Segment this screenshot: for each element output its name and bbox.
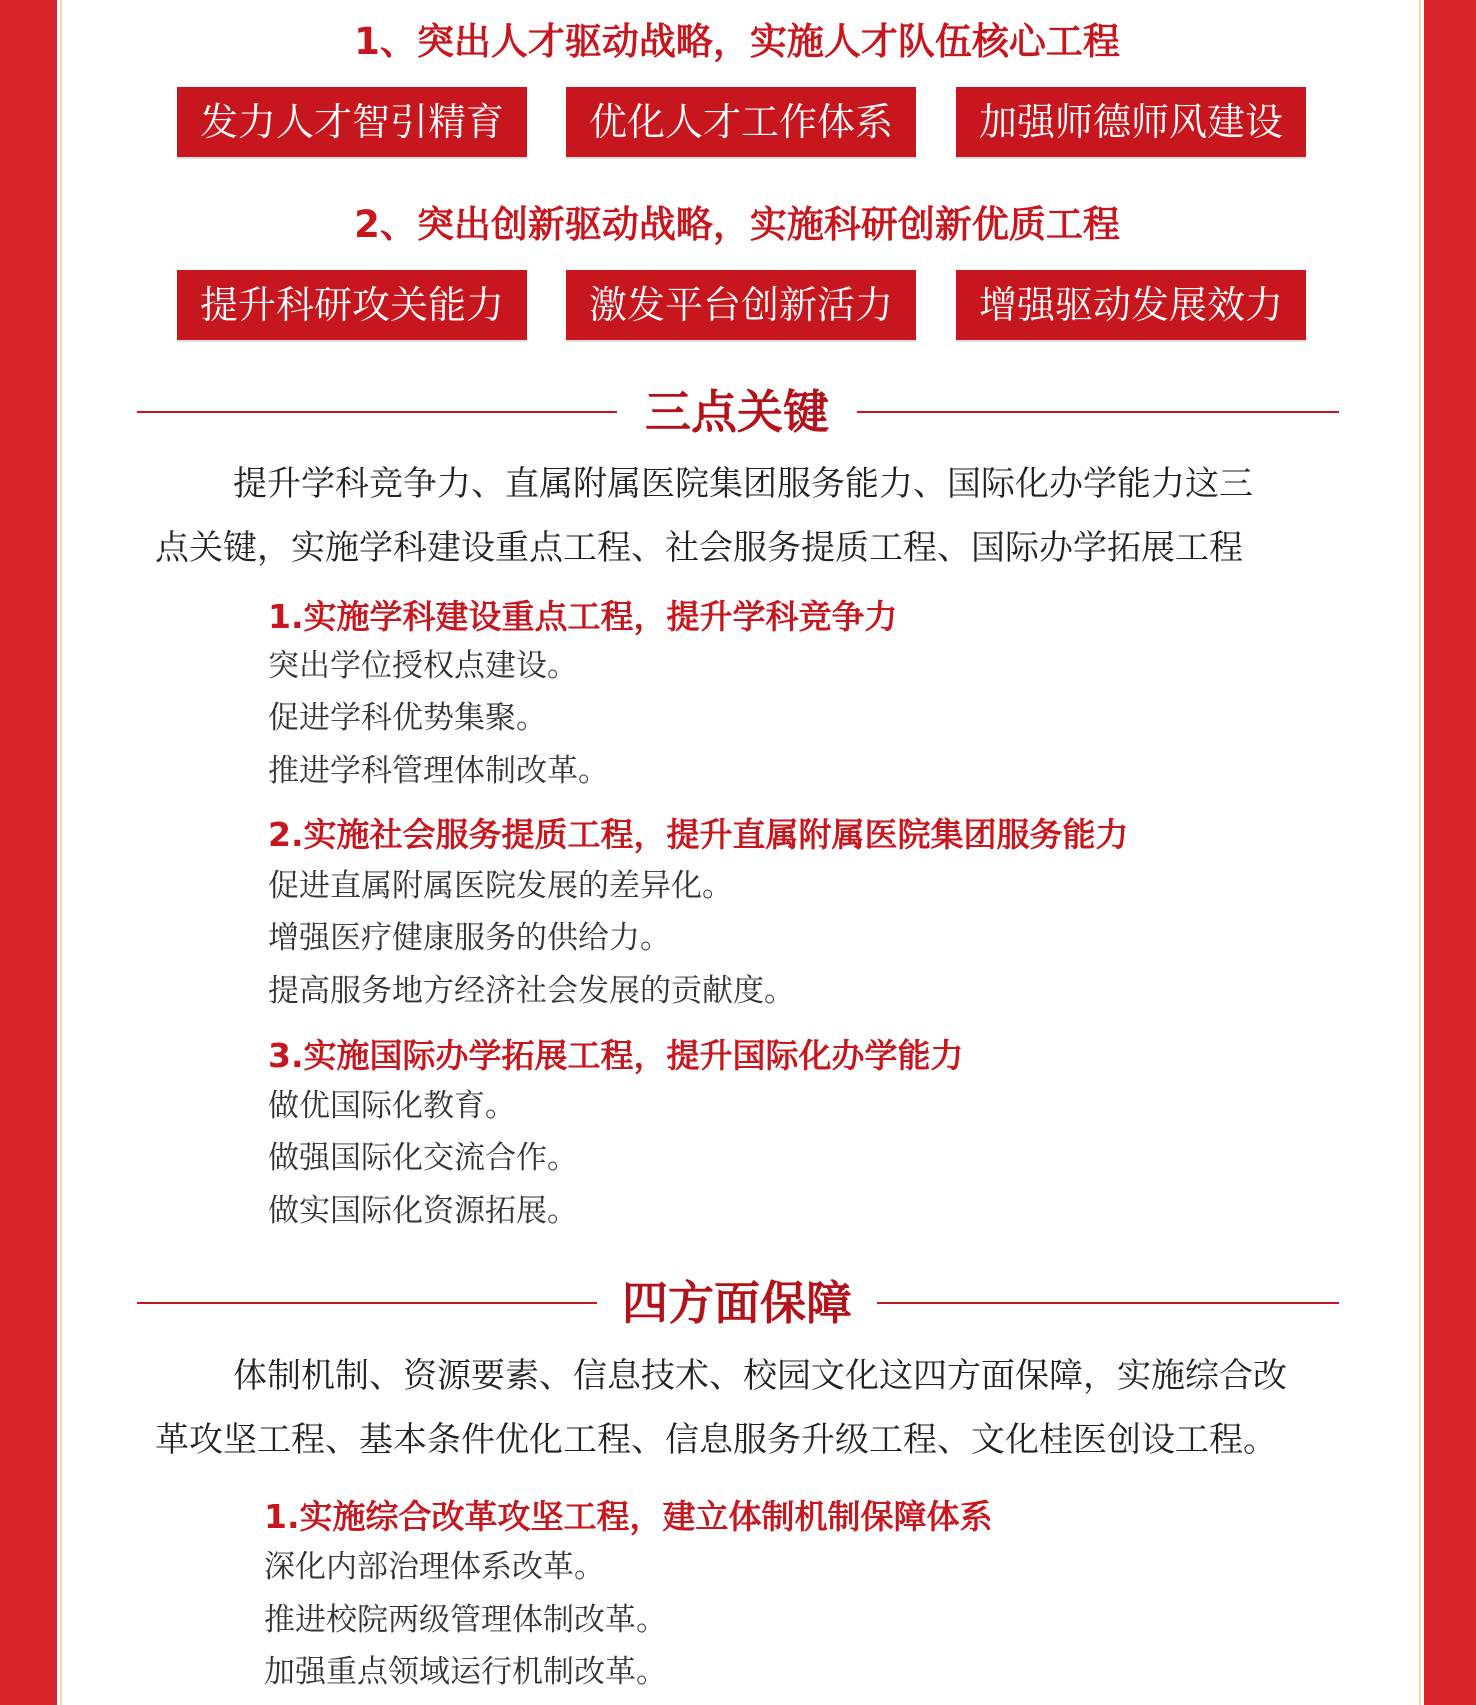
strategy-2-tag-3: 增强驱动发展效力 <box>956 270 1306 340</box>
guarantee-group-1-title: 1.实施综合改革攻坚工程，建立体制机制保障体系 <box>264 1497 993 1536</box>
section-guarantee-line-right <box>877 1302 1339 1304</box>
keys-group-1-item-3: 推进学科管理体制改革。 <box>268 753 609 789</box>
strategy-2-tag-2: 激发平台创新活力 <box>566 270 916 340</box>
guarantee-group-1-item-3: 加强重点领域运行机制改革。 <box>264 1654 667 1690</box>
keys-group-2-item-3: 提高服务地方经济社会发展的贡献度。 <box>268 973 795 1009</box>
strategy-1-title: 1、突出人才驱动战略，实施人才队伍核心工程 <box>354 20 1120 63</box>
keys-group-3-item-1: 做优国际化教育。 <box>268 1088 516 1124</box>
strategy-1-tag-1: 发力人才智引精育 <box>177 87 527 157</box>
keys-group-3-item-2: 做强国际化交流合作。 <box>268 1140 578 1176</box>
keys-group-1-item-2: 促进学科优势集聚。 <box>268 700 547 736</box>
section-keys-intro-line-1: 提升学科竞争力、直属附属医院集团服务能力、国际化办学能力这三 <box>233 464 1253 504</box>
guarantee-group-1-item-2: 推进校院两级管理体制改革。 <box>264 1602 667 1638</box>
keys-group-3-item-3: 做实国际化资源拓展。 <box>268 1193 578 1229</box>
section-keys-line-right <box>857 411 1339 413</box>
strategy-1-tag-2: 优化人才工作体系 <box>566 87 916 157</box>
keys-group-2-item-2: 增强医疗健康服务的供给力。 <box>268 920 671 956</box>
section-keys-intro-line-2: 点关键，实施学科建设重点工程、社会服务提质工程、国际办学拓展工程 <box>155 528 1243 568</box>
keys-group-2-title: 2.实施社会服务提质工程，提升直属附属医院集团服务能力 <box>268 815 1129 854</box>
guarantee-group-1-item-1: 深化内部治理体系改革。 <box>264 1549 605 1585</box>
strategy-2-title: 2、突出创新驱动战略，实施科研创新优质工程 <box>354 203 1120 246</box>
section-guarantee-intro-line-1: 体制机制、资源要素、信息技术、校园文化这四方面保障，实施综合改 <box>233 1356 1287 1396</box>
section-keys-line-left <box>137 411 617 413</box>
strategy-1-tag-3: 加强师德师风建设 <box>956 87 1306 157</box>
keys-group-1-item-1: 突出学位授权点建设。 <box>268 648 578 684</box>
keys-group-3-title: 3.实施国际办学拓展工程，提升国际化办学能力 <box>268 1036 964 1075</box>
keys-group-1-title: 1.实施学科建设重点工程，提升学科竞争力 <box>268 597 898 636</box>
section-guarantee-title: 四方面保障 <box>622 1276 852 1330</box>
section-guarantee-line-left <box>137 1302 597 1304</box>
section-guarantee-intro-line-2: 革攻坚工程、基本条件优化工程、信息服务升级工程、文化桂医创设工程。 <box>155 1420 1277 1460</box>
section-keys-title: 三点关键 <box>645 385 829 439</box>
strategy-2-tag-1: 提升科研攻关能力 <box>177 270 527 340</box>
keys-group-2-item-1: 促进直属附属医院发展的差异化。 <box>268 868 733 904</box>
